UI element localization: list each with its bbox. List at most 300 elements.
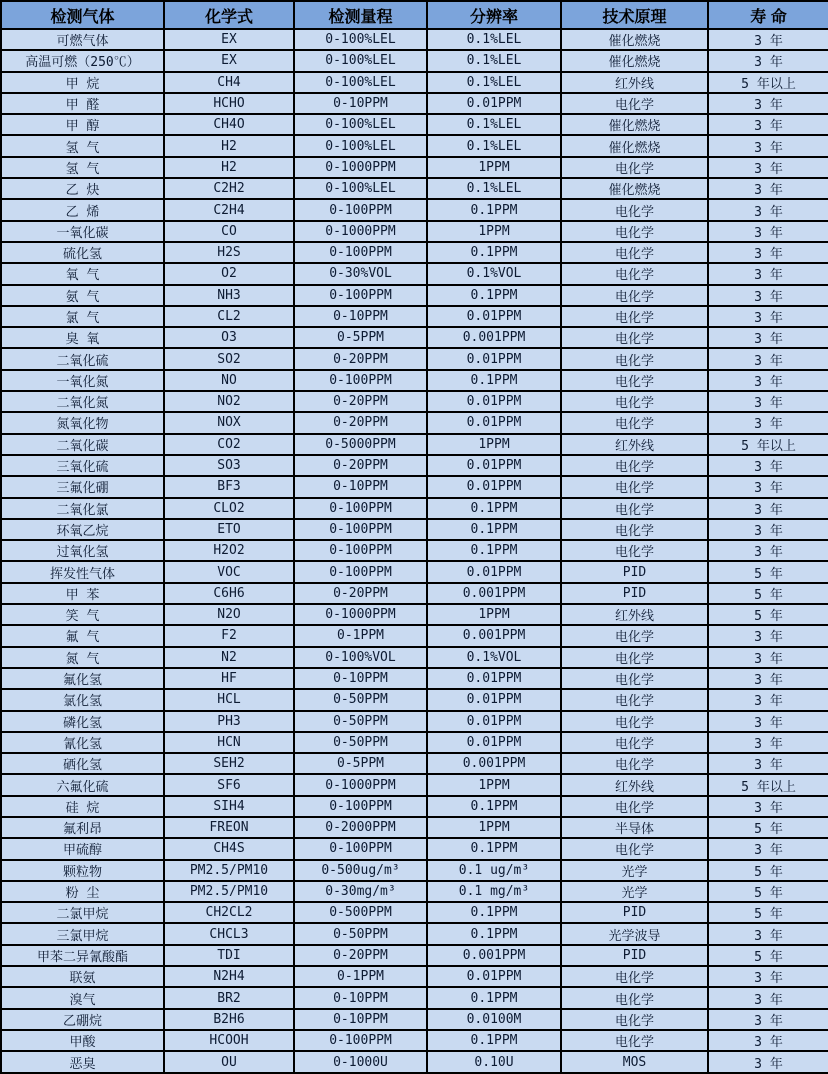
cell-chemical-formula: O2: [164, 263, 294, 284]
cell-lifespan: 3 年: [708, 327, 828, 348]
cell-detection-range: 0-30%VOL: [294, 263, 427, 284]
table-row: [1, 370, 828, 391]
cell-chemical-formula: SO2: [164, 348, 294, 369]
cell-detection-range: 0-1PPM: [294, 625, 427, 646]
cell-lifespan: 3 年: [708, 987, 828, 1008]
cell-technology: 电化学: [561, 391, 708, 412]
cell-technology: 电化学: [561, 625, 708, 646]
table-row: [1, 881, 828, 902]
cell-chemical-formula: SIH4: [164, 796, 294, 817]
cell-lifespan: 5 年: [708, 561, 828, 582]
table-row: [1, 647, 828, 668]
cell-detection-range: 0-100%LEL: [294, 50, 427, 71]
cell-detection-range: 0-20PPM: [294, 348, 427, 369]
cell-gas-name: 乙 烯: [1, 199, 164, 220]
cell-chemical-formula: H2S: [164, 242, 294, 263]
cell-lifespan: 3 年: [708, 668, 828, 689]
cell-chemical-formula: NO: [164, 370, 294, 391]
cell-resolution: 0.01PPM: [427, 561, 561, 582]
cell-technology: 电化学: [561, 647, 708, 668]
cell-detection-range: 0-100PPM: [294, 519, 427, 540]
cell-lifespan: 3 年: [708, 838, 828, 859]
cell-gas-name: 氢 气: [1, 135, 164, 156]
table-row: [1, 1009, 828, 1030]
cell-detection-range: 0-1PPM: [294, 966, 427, 987]
cell-lifespan: 3 年: [708, 476, 828, 497]
table-row: [1, 327, 828, 348]
cell-detection-range: 0-100PPM: [294, 498, 427, 519]
table-row: [1, 434, 828, 455]
cell-detection-range: 0-50PPM: [294, 711, 427, 732]
cell-lifespan: 3 年: [708, 1030, 828, 1051]
cell-technology: 催化燃烧: [561, 29, 708, 50]
cell-lifespan: 3 年: [708, 498, 828, 519]
cell-resolution: 0.001PPM: [427, 625, 561, 646]
column-header-gas-name: 检测气体: [1, 1, 164, 29]
cell-technology: 电化学: [561, 966, 708, 987]
cell-lifespan: 3 年: [708, 114, 828, 135]
cell-technology: 电化学: [561, 157, 708, 178]
cell-technology: 电化学: [561, 199, 708, 220]
cell-resolution: 0.1%LEL: [427, 135, 561, 156]
cell-resolution: 0.1PPM: [427, 796, 561, 817]
table-row: [1, 391, 828, 412]
table-row: [1, 199, 828, 220]
cell-resolution: 0.1%LEL: [427, 50, 561, 71]
cell-technology: 电化学: [561, 753, 708, 774]
cell-lifespan: 3 年: [708, 178, 828, 199]
cell-gas-name: 磷化氢: [1, 711, 164, 732]
header-row: [1, 1, 828, 29]
cell-chemical-formula: C6H6: [164, 583, 294, 604]
cell-lifespan: 3 年: [708, 263, 828, 284]
cell-gas-name: 可燃气体: [1, 29, 164, 50]
cell-chemical-formula: CHCL3: [164, 923, 294, 944]
cell-resolution: 1PPM: [427, 604, 561, 625]
cell-chemical-formula: PM2.5/PM10: [164, 881, 294, 902]
cell-lifespan: 3 年: [708, 391, 828, 412]
cell-lifespan: 3 年: [708, 242, 828, 263]
cell-chemical-formula: C2H2: [164, 178, 294, 199]
cell-gas-name: 环氧乙烷: [1, 519, 164, 540]
cell-gas-name: 二氧化氮: [1, 391, 164, 412]
cell-gas-name: 甲苯二异氰酸酯: [1, 945, 164, 966]
cell-technology: 电化学: [561, 476, 708, 497]
cell-technology: 电化学: [561, 1030, 708, 1051]
cell-technology: 电化学: [561, 689, 708, 710]
cell-resolution: 0.1PPM: [427, 285, 561, 306]
cell-chemical-formula: EX: [164, 50, 294, 71]
cell-detection-range: 0-30mg/m³: [294, 881, 427, 902]
cell-chemical-formula: HCN: [164, 732, 294, 753]
cell-detection-range: 0-20PPM: [294, 945, 427, 966]
cell-technology: 电化学: [561, 540, 708, 561]
cell-chemical-formula: FREON: [164, 817, 294, 838]
cell-gas-name: 过氧化氢: [1, 540, 164, 561]
cell-lifespan: 3 年: [708, 647, 828, 668]
cell-detection-range: 0-10PPM: [294, 476, 427, 497]
cell-gas-name: 氟化氢: [1, 668, 164, 689]
cell-technology: 电化学: [561, 242, 708, 263]
cell-detection-range: 0-100PPM: [294, 838, 427, 859]
cell-technology: 电化学: [561, 327, 708, 348]
cell-lifespan: 3 年: [708, 625, 828, 646]
cell-gas-name: 二氯甲烷: [1, 902, 164, 923]
cell-chemical-formula: CLO2: [164, 498, 294, 519]
cell-detection-range: 0-100PPM: [294, 796, 427, 817]
table-row: [1, 221, 828, 242]
column-header-lifespan: 寿 命: [708, 1, 828, 29]
cell-chemical-formula: PM2.5/PM10: [164, 860, 294, 881]
cell-technology: 催化燃烧: [561, 50, 708, 71]
cell-gas-name: 氯 气: [1, 306, 164, 327]
cell-technology: 光学: [561, 881, 708, 902]
table-row: [1, 668, 828, 689]
cell-gas-name: 三氟化硼: [1, 476, 164, 497]
cell-lifespan: 3 年: [708, 923, 828, 944]
cell-lifespan: 5 年: [708, 902, 828, 923]
cell-resolution: 0.1PPM: [427, 540, 561, 561]
cell-resolution: 0.01PPM: [427, 732, 561, 753]
cell-chemical-formula: B2H6: [164, 1009, 294, 1030]
table-row: [1, 1051, 828, 1073]
cell-gas-name: 氟 气: [1, 625, 164, 646]
cell-chemical-formula: VOC: [164, 561, 294, 582]
cell-lifespan: 3 年: [708, 370, 828, 391]
cell-lifespan: 3 年: [708, 455, 828, 476]
cell-detection-range: 0-20PPM: [294, 412, 427, 433]
cell-resolution: 0.1PPM: [427, 987, 561, 1008]
cell-resolution: 0.01PPM: [427, 689, 561, 710]
cell-gas-name: 乙硼烷: [1, 1009, 164, 1030]
table-row: [1, 987, 828, 1008]
cell-chemical-formula: CO: [164, 221, 294, 242]
cell-lifespan: 5 年: [708, 817, 828, 838]
cell-technology: 电化学: [561, 285, 708, 306]
cell-gas-name: 恶臭: [1, 1051, 164, 1073]
cell-chemical-formula: TDI: [164, 945, 294, 966]
cell-detection-range: 0-5000PPM: [294, 434, 427, 455]
table-row: [1, 498, 828, 519]
cell-detection-range: 0-100%LEL: [294, 135, 427, 156]
cell-resolution: 0.1%VOL: [427, 263, 561, 284]
table-row: [1, 29, 828, 50]
table-row: [1, 966, 828, 987]
cell-chemical-formula: CH2CL2: [164, 902, 294, 923]
cell-resolution: 0.1 ug/m³: [427, 860, 561, 881]
cell-detection-range: 0-50PPM: [294, 732, 427, 753]
cell-chemical-formula: ETO: [164, 519, 294, 540]
cell-gas-name: 甲硫醇: [1, 838, 164, 859]
cell-chemical-formula: HF: [164, 668, 294, 689]
cell-gas-name: 二氧化碳: [1, 434, 164, 455]
cell-detection-range: 0-100PPM: [294, 199, 427, 220]
cell-resolution: 0.1 mg/m³: [427, 881, 561, 902]
cell-technology: 电化学: [561, 263, 708, 284]
table-row: [1, 732, 828, 753]
cell-technology: 红外线: [561, 774, 708, 795]
cell-resolution: 0.1PPM: [427, 923, 561, 944]
cell-technology: 电化学: [561, 1009, 708, 1030]
cell-chemical-formula: C2H4: [164, 199, 294, 220]
cell-technology: PID: [561, 902, 708, 923]
cell-resolution: 0.1%VOL: [427, 647, 561, 668]
table-row: [1, 604, 828, 625]
table-row: [1, 945, 828, 966]
column-header-chemical-formula: 化学式: [164, 1, 294, 29]
table-header: [1, 1, 828, 29]
cell-lifespan: 3 年: [708, 796, 828, 817]
table-row: [1, 157, 828, 178]
cell-technology: 电化学: [561, 412, 708, 433]
table-row: [1, 72, 828, 93]
cell-resolution: 0.01PPM: [427, 391, 561, 412]
cell-lifespan: 5 年以上: [708, 774, 828, 795]
cell-chemical-formula: H2: [164, 135, 294, 156]
cell-resolution: 0.1%LEL: [427, 178, 561, 199]
cell-gas-name: 甲 苯: [1, 583, 164, 604]
cell-technology: 红外线: [561, 434, 708, 455]
table-row: [1, 689, 828, 710]
cell-gas-name: 粉 尘: [1, 881, 164, 902]
table-row: [1, 711, 828, 732]
cell-gas-name: 氟利昂: [1, 817, 164, 838]
cell-detection-range: 0-100%LEL: [294, 178, 427, 199]
table-row: [1, 838, 828, 859]
cell-chemical-formula: N2H4: [164, 966, 294, 987]
cell-lifespan: 3 年: [708, 412, 828, 433]
cell-chemical-formula: BF3: [164, 476, 294, 497]
cell-technology: 电化学: [561, 519, 708, 540]
cell-technology: 半导体: [561, 817, 708, 838]
cell-resolution: 0.1PPM: [427, 519, 561, 540]
cell-resolution: 0.0100M: [427, 1009, 561, 1030]
cell-lifespan: 3 年: [708, 1051, 828, 1073]
cell-lifespan: 5 年以上: [708, 72, 828, 93]
cell-chemical-formula: CL2: [164, 306, 294, 327]
cell-resolution: 0.001PPM: [427, 753, 561, 774]
table-row: [1, 540, 828, 561]
cell-technology: 红外线: [561, 604, 708, 625]
cell-lifespan: 5 年: [708, 881, 828, 902]
cell-resolution: 0.1PPM: [427, 199, 561, 220]
cell-gas-name: 氢 气: [1, 157, 164, 178]
cell-technology: PID: [561, 583, 708, 604]
cell-detection-range: 0-1000PPM: [294, 604, 427, 625]
cell-detection-range: 0-1000PPM: [294, 221, 427, 242]
cell-chemical-formula: N2: [164, 647, 294, 668]
cell-chemical-formula: SF6: [164, 774, 294, 795]
column-header-resolution: 分辨率: [427, 1, 561, 29]
cell-technology: 电化学: [561, 348, 708, 369]
cell-resolution: 0.01PPM: [427, 668, 561, 689]
table-row: [1, 135, 828, 156]
cell-chemical-formula: NH3: [164, 285, 294, 306]
cell-resolution: 1PPM: [427, 774, 561, 795]
cell-gas-name: 颗粒物: [1, 860, 164, 881]
table-row: [1, 817, 828, 838]
cell-detection-range: 0-500PPM: [294, 902, 427, 923]
cell-detection-range: 0-50PPM: [294, 689, 427, 710]
cell-lifespan: 3 年: [708, 689, 828, 710]
table-row: [1, 902, 828, 923]
cell-lifespan: 3 年: [708, 29, 828, 50]
cell-gas-name: 三氧化硫: [1, 455, 164, 476]
cell-chemical-formula: H2O2: [164, 540, 294, 561]
cell-lifespan: 5 年: [708, 604, 828, 625]
cell-detection-range: 0-100PPM: [294, 561, 427, 582]
cell-resolution: 0.01PPM: [427, 476, 561, 497]
cell-lifespan: 3 年: [708, 732, 828, 753]
cell-gas-name: 笑 气: [1, 604, 164, 625]
cell-gas-name: 氧 气: [1, 263, 164, 284]
cell-technology: MOS: [561, 1051, 708, 1073]
cell-detection-range: 0-100%LEL: [294, 114, 427, 135]
cell-chemical-formula: EX: [164, 29, 294, 50]
cell-chemical-formula: HCHO: [164, 93, 294, 114]
cell-chemical-formula: CH4S: [164, 838, 294, 859]
cell-detection-range: 0-100PPM: [294, 540, 427, 561]
cell-detection-range: 0-20PPM: [294, 391, 427, 412]
cell-gas-name: 三氯甲烷: [1, 923, 164, 944]
table-row: [1, 242, 828, 263]
cell-detection-range: 0-10PPM: [294, 93, 427, 114]
cell-technology: 电化学: [561, 221, 708, 242]
cell-chemical-formula: CH4O: [164, 114, 294, 135]
cell-detection-range: 0-10PPM: [294, 306, 427, 327]
cell-resolution: 0.1PPM: [427, 498, 561, 519]
cell-gas-name: 硅 烷: [1, 796, 164, 817]
cell-detection-range: 0-100PPM: [294, 370, 427, 391]
cell-resolution: 0.001PPM: [427, 583, 561, 604]
cell-gas-name: 氰化氢: [1, 732, 164, 753]
cell-gas-name: 乙 炔: [1, 178, 164, 199]
cell-chemical-formula: CH4: [164, 72, 294, 93]
cell-technology: 催化燃烧: [561, 178, 708, 199]
cell-lifespan: 3 年: [708, 540, 828, 561]
cell-lifespan: 3 年: [708, 348, 828, 369]
table-row: [1, 178, 828, 199]
cell-gas-name: 甲 醛: [1, 93, 164, 114]
cell-lifespan: 3 年: [708, 519, 828, 540]
cell-gas-name: 六氟化硫: [1, 774, 164, 795]
cell-technology: PID: [561, 561, 708, 582]
cell-lifespan: 3 年: [708, 753, 828, 774]
cell-lifespan: 3 年: [708, 50, 828, 71]
table-row: [1, 753, 828, 774]
cell-gas-name: 氮 气: [1, 647, 164, 668]
table-row: [1, 306, 828, 327]
cell-resolution: 0.01PPM: [427, 93, 561, 114]
table-row: [1, 50, 828, 71]
cell-resolution: 1PPM: [427, 157, 561, 178]
cell-detection-range: 0-10PPM: [294, 987, 427, 1008]
cell-chemical-formula: O3: [164, 327, 294, 348]
table-row: [1, 285, 828, 306]
table-row: [1, 561, 828, 582]
table-row: [1, 519, 828, 540]
cell-lifespan: 3 年: [708, 306, 828, 327]
cell-lifespan: 3 年: [708, 157, 828, 178]
cell-lifespan: 3 年: [708, 135, 828, 156]
table-row: [1, 625, 828, 646]
cell-lifespan: 3 年: [708, 221, 828, 242]
cell-lifespan: 3 年: [708, 199, 828, 220]
table-row: [1, 583, 828, 604]
table-row: [1, 476, 828, 497]
cell-detection-range: 0-50PPM: [294, 923, 427, 944]
cell-gas-name: 一氧化氮: [1, 370, 164, 391]
cell-detection-range: 0-100PPM: [294, 1030, 427, 1051]
cell-detection-range: 0-5PPM: [294, 327, 427, 348]
cell-technology: 电化学: [561, 93, 708, 114]
table-row: [1, 114, 828, 135]
cell-technology: 电化学: [561, 455, 708, 476]
table-body: [1, 29, 828, 1073]
cell-resolution: 0.001PPM: [427, 945, 561, 966]
cell-lifespan: 3 年: [708, 966, 828, 987]
cell-detection-range: 0-20PPM: [294, 455, 427, 476]
cell-gas-name: 氯化氢: [1, 689, 164, 710]
cell-chemical-formula: OU: [164, 1051, 294, 1073]
cell-gas-name: 联氨: [1, 966, 164, 987]
cell-resolution: 0.1PPM: [427, 1030, 561, 1051]
cell-detection-range: 0-1000U: [294, 1051, 427, 1073]
cell-lifespan: 5 年: [708, 945, 828, 966]
cell-resolution: 1PPM: [427, 817, 561, 838]
cell-chemical-formula: F2: [164, 625, 294, 646]
cell-lifespan: 3 年: [708, 1009, 828, 1030]
table-row: [1, 263, 828, 284]
cell-resolution: 0.1PPM: [427, 902, 561, 923]
cell-resolution: 0.1%LEL: [427, 72, 561, 93]
cell-resolution: 0.10U: [427, 1051, 561, 1073]
cell-chemical-formula: NO2: [164, 391, 294, 412]
cell-resolution: 0.001PPM: [427, 327, 561, 348]
cell-resolution: 0.1PPM: [427, 242, 561, 263]
table-row: [1, 412, 828, 433]
cell-gas-name: 臭 氧: [1, 327, 164, 348]
cell-chemical-formula: HCOOH: [164, 1030, 294, 1051]
cell-chemical-formula: SEH2: [164, 753, 294, 774]
cell-lifespan: 5 年: [708, 583, 828, 604]
column-header-technology: 技术原理: [561, 1, 708, 29]
cell-technology: 电化学: [561, 498, 708, 519]
cell-chemical-formula: HCL: [164, 689, 294, 710]
cell-technology: 催化燃烧: [561, 135, 708, 156]
cell-gas-name: 高温可燃（250℃）: [1, 50, 164, 71]
cell-chemical-formula: CO2: [164, 434, 294, 455]
cell-detection-range: 0-5PPM: [294, 753, 427, 774]
cell-resolution: 0.01PPM: [427, 348, 561, 369]
cell-resolution: 0.1PPM: [427, 370, 561, 391]
cell-detection-range: 0-20PPM: [294, 583, 427, 604]
table-row: [1, 1030, 828, 1051]
table-row: [1, 348, 828, 369]
cell-chemical-formula: N2O: [164, 604, 294, 625]
cell-technology: 电化学: [561, 796, 708, 817]
table-row: [1, 860, 828, 881]
cell-chemical-formula: NOX: [164, 412, 294, 433]
cell-technology: 光学: [561, 860, 708, 881]
cell-gas-name: 溴气: [1, 987, 164, 1008]
cell-chemical-formula: PH3: [164, 711, 294, 732]
cell-detection-range: 0-100%VOL: [294, 647, 427, 668]
cell-detection-range: 0-100%LEL: [294, 72, 427, 93]
cell-gas-name: 二氧化氯: [1, 498, 164, 519]
cell-technology: 光学波导: [561, 923, 708, 944]
table-row: [1, 93, 828, 114]
